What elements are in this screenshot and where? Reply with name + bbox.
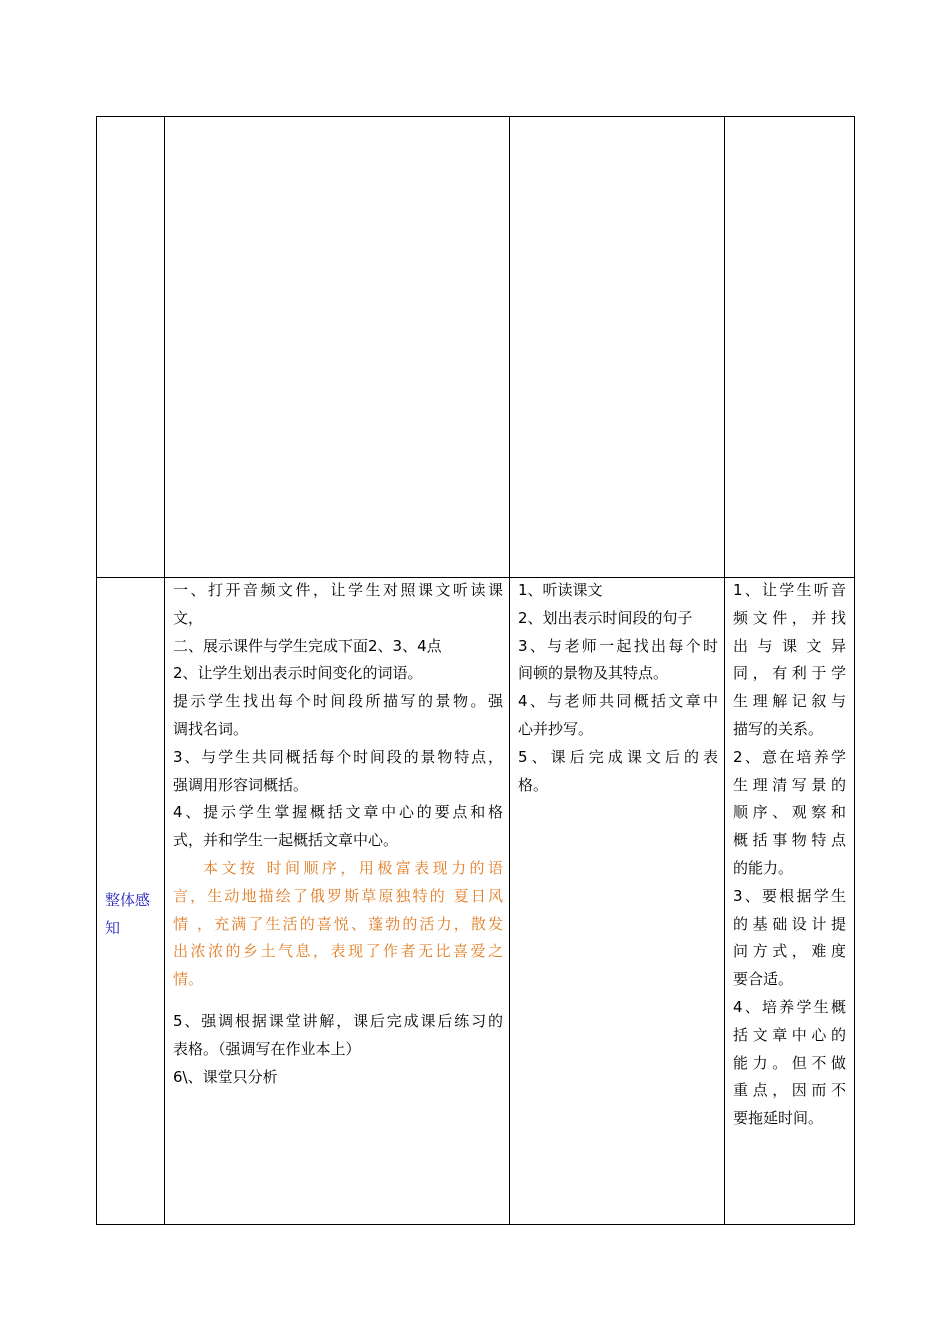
student-activity-item [518,605,718,633]
teacher-activity-item-line: 表格。（强调写在作业本上） [173,1039,361,1058]
teacher-activity-item [173,688,503,744]
design-purpose-item [733,994,846,1133]
design-purpose-cell [725,578,855,1225]
student-activity-item-line: 3、与老师一起找出每个时 [518,636,718,655]
central-idea-line: 本文按 时间顺序，用极富表现力的语 [203,858,503,877]
student-activity-item-line: 心并抄写。 [518,719,594,738]
design-purpose-item-line: 描写的关系。 [733,719,824,738]
student-activity-item [518,633,718,689]
section-label-cell [97,578,165,1225]
design-purpose-item [733,577,846,744]
design-purpose-list [733,577,846,1133]
design-purpose-item-line: 能力。但不做 [733,1053,846,1072]
design-purpose-item-line: 频文件，并找 [733,608,846,627]
central-idea-line: 言，生动地描绘了俄罗斯草原独特的 夏日风 [173,886,503,905]
empty-cell-student [510,117,725,578]
design-purpose-item-line: 要合适。 [733,970,794,989]
teacher-activities-list [173,577,503,1091]
design-purpose-item-line: 同，有利于学 [733,664,846,683]
teacher-activity-item [173,1008,503,1064]
empty-cell-purpose [725,117,855,578]
paragraph-gap [173,994,503,1008]
lesson-plan-table [96,116,855,1225]
teacher-activity-item-line: 式，并和学生一起概括文章中心。 [173,831,399,850]
central-idea-line: 情。 [173,970,204,989]
student-activity-item [518,744,718,800]
design-purpose-item-line: 问方式，难度 [733,942,846,961]
student-activity-item-line: 4、与老师共同概括文章中 [518,692,718,711]
design-purpose-item-line: 重点，因而不 [733,1081,846,1100]
teacher-activity-item [173,1064,503,1092]
design-purpose-item-line: 概括事物特点 [733,831,846,850]
teacher-activity-item-line: 二、展示课件与学生完成下面2、3、4点 [173,636,442,655]
teacher-activity-item [173,744,503,800]
student-activities-cell [510,578,725,1225]
design-purpose-item-line: 2、意在培养学 [733,747,846,766]
design-purpose-item-line: 顺序、观察和 [733,803,846,822]
student-activity-item [518,577,718,605]
teacher-activity-item-line: 3、与学生共同概括每个时间段的景物特点， [173,747,503,766]
teacher-activity-item [173,799,503,855]
teacher-activity-item-line: 一、打开音频文件，让学生对照课文听读课 [173,581,503,599]
design-purpose-item-line: 括文章中心的 [733,1025,846,1044]
table-row-overall-perception [97,578,855,1225]
student-activities-list [518,577,718,799]
teacher-activity-item-line: 6\、课堂只分析 [173,1067,278,1086]
teacher-activities-cell [165,578,510,1225]
design-purpose-item-line: 出与课文异 [733,636,846,655]
teacher-activity-item [173,577,503,633]
design-purpose-item-line: 4、培养学生概 [733,997,846,1016]
teacher-activity-item-line: 4、提示学生掌握概括文章中心的要点和格 [173,803,503,822]
teacher-activity-item-line: 2、让学生划出表示时间变化的词语。 [173,664,423,683]
teacher-activity-item [173,660,503,688]
design-purpose-item [733,744,846,883]
design-purpose-item-line: 的基础设计提 [733,914,846,933]
design-purpose-item-line: 1、让学生听音 [733,581,846,599]
table-row-empty [97,117,855,578]
central-idea-paragraph [173,855,503,994]
empty-cell-label [97,117,165,578]
design-purpose-item-line: 要拖延时间。 [733,1109,824,1128]
teacher-activity-item-line: 文， [173,608,204,627]
teacher-activity-item-line: 调找名词。 [173,719,249,738]
design-purpose-item-line: 生理清写景的 [733,775,846,794]
teacher-activity-item-line: 提示学生找出每个时间段所描写的景物。强 [173,692,503,711]
student-activity-item [518,688,718,744]
central-idea-line: 情 ，充满了生活的喜悦、蓬勃的活力，散发 [173,914,503,933]
teacher-activity-item [173,633,503,661]
teacher-activity-item-line: 强调用形容词概括。 [173,775,309,794]
design-purpose-item-line: 3、要根据学生 [733,886,846,905]
student-activity-item-line: 1、听读课文 [518,581,603,599]
student-activity-item-line: 格。 [518,775,549,794]
student-activity-item-line: 2、划出表示时间段的句子 [518,608,693,627]
design-purpose-item-line: 生理解记叙与 [733,692,846,711]
central-idea-line: 出浓浓的乡土气息，表现了作者无比喜爱之 [173,942,503,961]
student-activity-item-line: 5、课后完成课文后的表 [518,747,718,766]
empty-cell-teacher [165,117,510,578]
design-purpose-item [733,883,846,994]
teacher-activity-item-line: 5、强调根据课堂讲解，课后完成课后练习的 [173,1011,503,1030]
student-activity-item-line: 间顿的景物及其特点。 [518,664,669,683]
section-label: 整体感知 [105,891,151,937]
design-purpose-item-line: 的能力。 [733,858,794,877]
